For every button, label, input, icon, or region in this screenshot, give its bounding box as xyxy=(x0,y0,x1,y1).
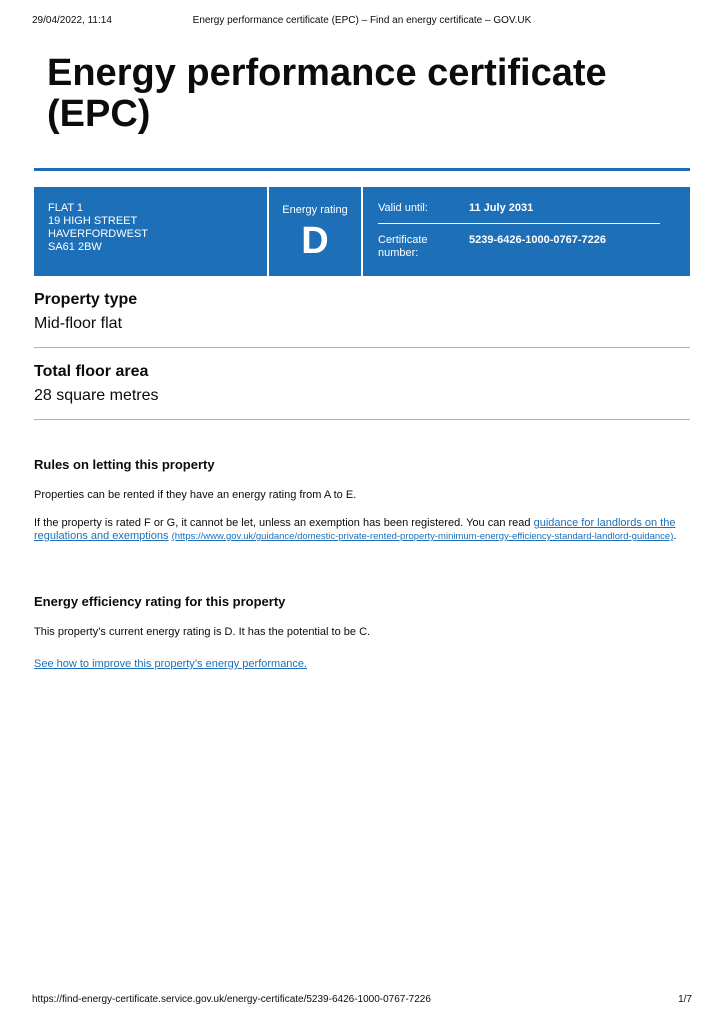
print-page-url: https://find-energy-certificate.service.gov.uk/energy-certificate/5239-6426-1000-0767-7226 xyxy=(32,994,431,1005)
print-doc-title: Energy performance certificate (EPC) – Find an energy certificate – GOV.UK xyxy=(192,15,532,26)
valid-until-value: 11 July 2031 xyxy=(469,202,534,214)
property-type-heading: Property type xyxy=(34,291,138,308)
print-datetime: 29/04/2022, 11:14 xyxy=(32,15,112,26)
certificate-details xyxy=(378,187,660,276)
letting-rules-exemption-text xyxy=(34,517,690,543)
energy-rating-letter: D xyxy=(301,220,329,262)
print-page-number: 1/7 xyxy=(678,994,692,1005)
letting-rules-heading: Rules on letting this property xyxy=(34,457,215,472)
property-type-value: Mid-floor flat xyxy=(34,315,123,332)
certificate-number-value: 5239-6426-1000-0767-7226 xyxy=(469,234,607,246)
certificate-number-label: Certificate number: xyxy=(378,234,428,259)
title-divider xyxy=(34,168,690,171)
address-line-2: 19 HIGH STREET xyxy=(48,215,138,227)
summary-divider xyxy=(361,187,363,276)
exemption-text: If the property is rated F or G, it cannot be let, unless an exemption has been registered. You can read xyxy=(34,517,534,529)
address-line-3: HAVERFORDWEST xyxy=(48,228,149,240)
energy-rating-label: Energy rating xyxy=(282,204,348,216)
address-line-1: FLAT 1 xyxy=(48,202,84,214)
efficiency-heading: Energy efficiency rating for this property xyxy=(34,594,286,609)
details-divider xyxy=(378,223,660,224)
epc-summary-panel xyxy=(34,187,690,276)
improve-performance-link[interactable]: See how to improve this property’s energy performance. xyxy=(34,658,308,670)
section-divider xyxy=(34,419,690,420)
letting-rules-text: Properties can be rented if they have an energy rating from A to E. xyxy=(34,489,357,501)
improve-performance-paragraph xyxy=(34,658,690,671)
property-address xyxy=(48,202,268,254)
floor-area-value: 28 square metres xyxy=(34,387,159,404)
energy-rating-box xyxy=(269,187,361,276)
efficiency-text: This property’s current energy rating is D. It has the potential to be C. xyxy=(34,626,371,638)
landlord-guidance-url[interactable]: (https://www.gov.uk/guidance/domestic-private-rented-property-minimum-energy-efficiency-standard-landlord-guidance) xyxy=(171,531,674,542)
exemption-text-end: . xyxy=(673,530,677,542)
floor-area-section xyxy=(34,362,690,406)
property-type-section xyxy=(34,290,690,334)
section-divider xyxy=(34,347,690,348)
print-footer xyxy=(32,994,692,1008)
page-title: Energy performance certificate (EPC) xyxy=(47,52,607,135)
valid-until-label: Valid until: xyxy=(378,202,428,214)
print-header xyxy=(32,15,692,29)
floor-area-heading: Total floor area xyxy=(34,363,149,380)
landlord-guidance-link[interactable]: guidance for landlords on the regulations and exemptions xyxy=(34,517,676,542)
address-line-4: SA61 2BW xyxy=(48,241,102,253)
